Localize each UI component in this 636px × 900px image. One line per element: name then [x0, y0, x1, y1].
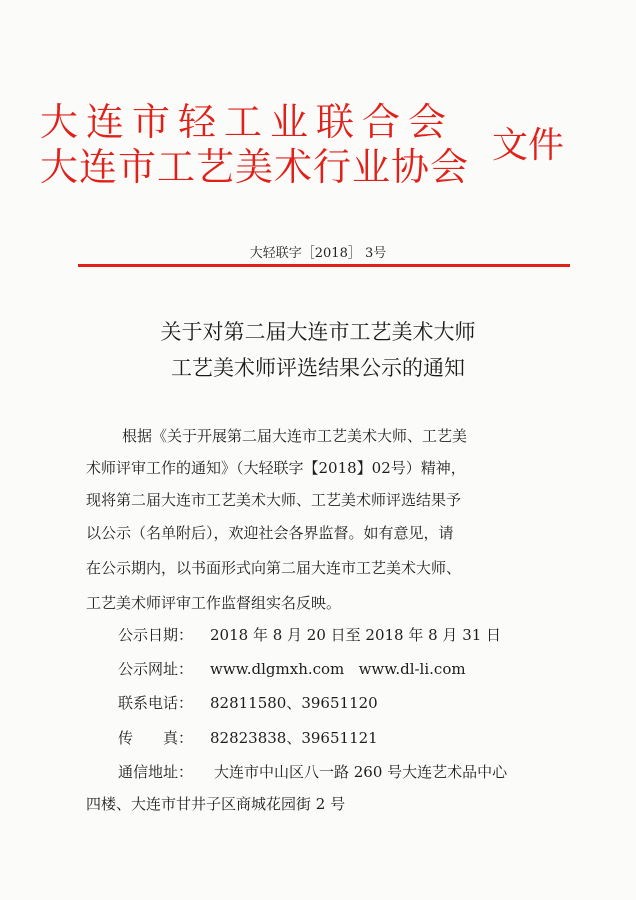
body-text-line: 以公示（名单附后），欢迎社会各界监督。如有意见，请	[86, 524, 454, 542]
address-value-line-1: 大连市中山区八一路 260 号大连艺术品中心	[214, 763, 508, 781]
phone-row	[118, 696, 378, 711]
notice-title-line-2: 工艺美术师评选结果公示的通知	[171, 356, 465, 380]
address-value-line-2: 四楼、大连市甘井子区商城花园街 2 号	[86, 795, 346, 813]
notice-date-label: 公示日期：	[118, 626, 194, 644]
website-value: www.dlgmxh.com www.dl-li.com	[210, 660, 466, 678]
fax-label: 传 真：	[118, 729, 194, 747]
body-text-line: 术师评审工作的通知》（大轻联字【2018】02号）精神，	[86, 459, 466, 477]
red-divider-line	[78, 264, 570, 267]
issuing-org-1: 大连市轻工业联合会	[40, 100, 455, 144]
phone-value: 82811580、39651120	[210, 694, 378, 712]
body-text-line: 现将第二届大连市工艺美术大师、工艺美术师评选结果予	[86, 491, 462, 509]
address-label: 通信地址：	[118, 763, 194, 781]
address-row	[118, 765, 507, 780]
website-row	[118, 662, 466, 677]
notice-title-line-1: 关于对第二届大连市工艺美术大师	[160, 320, 476, 344]
issuing-org-2: 大连市工艺美术行业协会	[40, 145, 470, 189]
fax-row	[118, 731, 378, 746]
body-text-line: 根据《关于开展第二届大连市工艺美术大师、工艺美	[122, 427, 468, 445]
document-type-label: 文件	[492, 125, 565, 166]
notice-date-row	[118, 628, 501, 643]
document-number: 大轻联字［2018］ 3号	[249, 246, 387, 261]
website-label: 公示网址：	[118, 660, 194, 678]
fax-value: 82823838、39651121	[210, 729, 378, 747]
body-text-line: 工艺美术师评审工作监督组实名反映。	[86, 594, 342, 612]
phone-label: 联系电话：	[118, 694, 194, 712]
body-text-line: 在公示期内，以书面形式向第二届大连市工艺美术大师、	[86, 559, 462, 577]
notice-date-value: 2018 年 8 月 20 日至 2018 年 8 月 31 日	[210, 626, 502, 644]
